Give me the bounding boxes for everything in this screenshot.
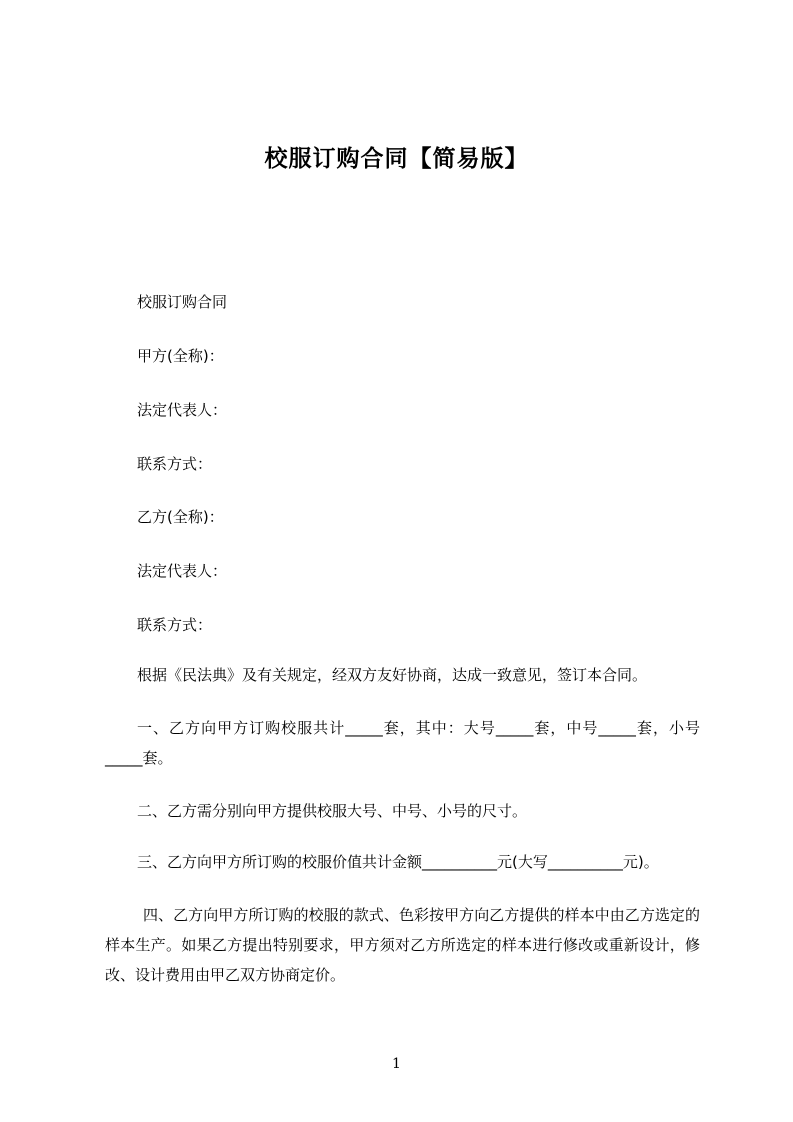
contract-heading: 校服订购合同 xyxy=(137,293,228,311)
party-b-name-label: 乙方(全称)： xyxy=(137,508,224,526)
clause-4-text: 四、乙方向甲方所订购的校服的款式、色彩按甲方向乙方提供的样本中由乙方选定的样本生产。如果乙方提出特别要求，甲方须对乙方所选定的样本进行修改或重新设计，修改、设计费用由甲乙双方协商定价。 xyxy=(105,906,700,984)
preamble-paragraph: 根据《民法典》及有关规定，经双方友好协商，达成一致意见，签订本合同。 xyxy=(137,666,648,684)
party-a-name-label: 甲方(全称)： xyxy=(137,347,224,365)
clause-4 xyxy=(105,900,700,990)
party-a-contact-label: 联系方式： xyxy=(137,455,213,473)
document-title: 校服订购合同【简易版】 xyxy=(264,146,529,172)
party-b-representative-label: 法定代表人： xyxy=(137,562,228,580)
page-number: 1 xyxy=(392,1056,401,1072)
party-b-contact-label: 联系方式： xyxy=(137,616,213,634)
clause-2: 二、乙方需分别向甲方提供校服大号、中号、小号的尺寸。 xyxy=(137,802,528,820)
party-a-representative-label: 法定代表人： xyxy=(137,401,228,419)
clause-3: 三、乙方向甲方所订购的校服价值共计金额__________元(大写__________元)。 xyxy=(137,853,659,871)
clause-1-text: 一、乙方向甲方订购校服共计_____套，其中：大号_____套，中号_____套，小号_____套。 xyxy=(105,719,700,767)
clause-1 xyxy=(105,713,700,773)
